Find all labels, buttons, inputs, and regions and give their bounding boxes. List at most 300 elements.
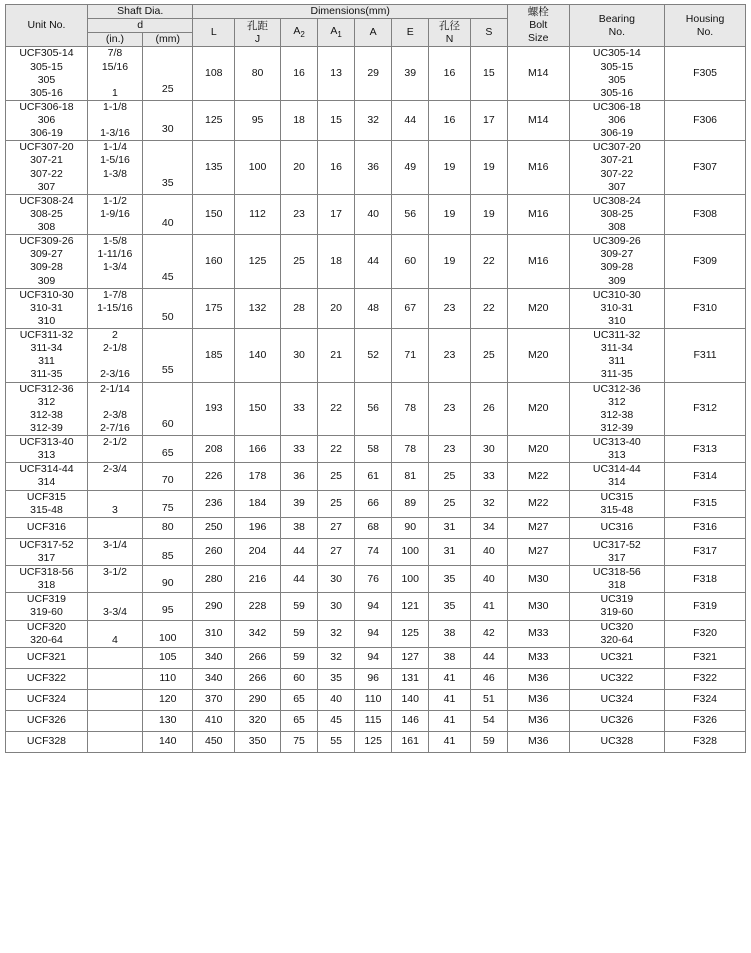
shaft-dia-inch-line: 3-3/4 (102, 606, 127, 619)
bearing-no-line: UC318-56 (592, 566, 641, 578)
cell-bolt-size: M30 (507, 566, 569, 593)
cell-shaft-dia-mm: 50 (142, 288, 193, 328)
cell-j: 196 (235, 517, 281, 538)
shaft-dia-inch-line (88, 672, 142, 685)
cell-n: 19 (429, 141, 471, 195)
cell-a2: 25 (281, 235, 318, 289)
cell-a1: 25 (318, 490, 355, 517)
cell-shaft-dia-inch (87, 538, 142, 565)
col-header-j (235, 19, 281, 47)
cell-bearing-no (569, 141, 664, 195)
cell-n: 41 (429, 689, 471, 710)
cell-a: 61 (355, 463, 392, 490)
cell-j: 95 (235, 100, 281, 140)
bearing-no-line: UC322 (600, 672, 634, 685)
cell-s: 51 (470, 689, 507, 710)
cell-a: 29 (355, 47, 392, 101)
unit-no-line: UCF324 (26, 693, 67, 706)
cell-a2: 33 (281, 382, 318, 436)
cell-s: 15 (470, 47, 507, 101)
cell-s: 32 (470, 490, 507, 517)
bearing-no-line: 313 (608, 449, 626, 462)
cell-a: 66 (355, 490, 392, 517)
cell-n: 16 (429, 100, 471, 140)
cell-a2: 65 (281, 710, 318, 731)
bearing-no-line: 305 (608, 73, 626, 86)
cell-j: 350 (235, 731, 281, 752)
col-header-housing-no (665, 5, 746, 47)
cell-a1: 55 (318, 731, 355, 752)
cell-j: 100 (235, 141, 281, 195)
cell-shaft-dia-inch (87, 710, 142, 731)
shaft-dia-inch-line: 2-7/16 (100, 421, 130, 434)
cell-bearing-no (569, 194, 664, 234)
cell-s: 17 (470, 100, 507, 140)
table-row (6, 731, 746, 752)
cell-l: 208 (193, 436, 235, 463)
cell-a: 94 (355, 647, 392, 668)
unit-no-line: UCF321 (26, 651, 67, 664)
cell-a: 56 (355, 382, 392, 436)
cell-s: 22 (470, 288, 507, 328)
cell-a: 76 (355, 566, 392, 593)
unit-no-line: UCF317-52 (19, 538, 74, 551)
cell-j: 140 (235, 329, 281, 383)
table-row (6, 538, 746, 565)
shaft-dia-inch-line (88, 221, 142, 234)
cell-e: 56 (392, 194, 429, 234)
shaft-dia-inch-line: 2-3/8 (102, 408, 127, 421)
bearing-no-line: 311-34 (600, 342, 633, 355)
cell-bolt-size: M30 (507, 593, 569, 620)
cell-shaft-dia-inch (87, 47, 142, 101)
cell-shaft-dia-inch (87, 288, 142, 328)
cell-j: 80 (235, 47, 281, 101)
cell-s: 40 (470, 566, 507, 593)
cell-a1: 22 (318, 436, 355, 463)
cell-l: 185 (193, 329, 235, 383)
cell-j: 266 (235, 668, 281, 689)
cell-unit-no (6, 593, 88, 620)
cell-unit-no (6, 689, 88, 710)
unit-no-line: UCF315 (26, 490, 67, 503)
cell-unit-no (6, 490, 88, 517)
bearing-no-line: UC309-26 (592, 235, 641, 248)
shaft-dia-inch-line: 1-1/4 (102, 141, 127, 154)
unit-no-line: 319-60 (30, 606, 63, 619)
shaft-dia-inch-line (88, 552, 142, 565)
cell-j: 178 (235, 463, 281, 490)
shaft-dia-inch-line: 1-15/16 (97, 301, 133, 314)
bearing-no-line: 315-48 (600, 503, 634, 516)
shaft-dia-inch-line (88, 693, 142, 706)
cell-e: 89 (392, 490, 429, 517)
cell-e: 78 (392, 436, 429, 463)
unit-no-line: 310-31 (30, 301, 63, 314)
cell-a1: 15 (318, 100, 355, 140)
bearing-no-line: 312-39 (600, 421, 634, 434)
cell-bolt-size: M20 (507, 436, 569, 463)
cell-bearing-no (569, 647, 664, 668)
cell-unit-no (6, 382, 88, 436)
bearing-no-line: 305-16 (600, 86, 634, 99)
cell-a1: 45 (318, 710, 355, 731)
cell-j: 342 (235, 620, 281, 647)
unit-no-line: 305 (37, 73, 56, 86)
cell-shaft-dia-mm: 130 (142, 710, 193, 731)
cell-bolt-size: M27 (507, 538, 569, 565)
cell-n: 31 (429, 538, 471, 565)
cell-bearing-no (569, 100, 664, 140)
cell-unit-no (6, 538, 88, 565)
cell-a2: 33 (281, 436, 318, 463)
cell-shaft-dia-mm: 65 (142, 436, 193, 463)
bearing-no-line: UC314-44 (592, 463, 641, 476)
table-row (6, 620, 746, 647)
unit-no-line: 308 (37, 221, 56, 233)
shaft-dia-inch-line: 2-3/4 (102, 463, 127, 476)
bearing-no-line: UC319 (600, 593, 634, 606)
cell-a2: 36 (281, 463, 318, 490)
cell-bearing-no (569, 731, 664, 752)
cell-l: 125 (193, 100, 235, 140)
cell-l: 160 (193, 235, 235, 289)
cell-bolt-size: M20 (507, 329, 569, 383)
cell-unit-no (6, 463, 88, 490)
cell-unit-no (6, 141, 88, 195)
cell-e: 100 (392, 538, 429, 565)
shaft-dia-inch-line (88, 579, 142, 592)
shaft-dia-inch-line: 1-5/16 (100, 154, 130, 167)
bearing-no-line: 308-25 (600, 207, 634, 220)
cell-a1: 32 (318, 647, 355, 668)
bearing-no-line: UC328 (600, 735, 634, 748)
cell-l: 150 (193, 194, 235, 234)
cell-j: 290 (235, 689, 281, 710)
bearing-no-line: UC310-30 (592, 288, 641, 301)
cell-unit-no (6, 235, 88, 289)
cell-l: 340 (193, 668, 235, 689)
unit-no-line: 320-64 (30, 633, 63, 646)
n-label-en: N (445, 32, 454, 45)
cell-a1: 18 (318, 235, 355, 289)
cell-shaft-dia-mm: 80 (142, 517, 193, 538)
cell-shaft-dia-mm: 40 (142, 194, 193, 234)
cell-housing-no: F328 (665, 731, 746, 752)
cell-bearing-no (569, 235, 664, 289)
unit-no-line: UCF326 (26, 714, 67, 727)
cell-j: 132 (235, 288, 281, 328)
cell-shaft-dia-inch (87, 593, 142, 620)
cell-l: 108 (193, 47, 235, 101)
cell-bearing-no (569, 593, 664, 620)
unit-no-line: 313 (37, 449, 56, 462)
j-label-en: J (254, 32, 261, 45)
cell-shaft-dia-inch (87, 141, 142, 195)
cell-e: 71 (392, 329, 429, 383)
cell-j: 125 (235, 235, 281, 289)
cell-s: 33 (470, 463, 507, 490)
cell-a1: 13 (318, 47, 355, 101)
cell-bolt-size: M36 (507, 710, 569, 731)
cell-a: 44 (355, 235, 392, 289)
unit-no-line: 309-27 (30, 248, 63, 261)
table-row (6, 593, 746, 620)
unit-no-line: UCF318-56 (19, 566, 74, 578)
cell-shaft-dia-mm: 55 (142, 329, 193, 383)
cell-bolt-size: M27 (507, 517, 569, 538)
cell-l: 450 (193, 731, 235, 752)
cell-a2: 30 (281, 329, 318, 383)
table-row (6, 288, 746, 328)
bearing-no-line: UC321 (600, 651, 634, 664)
cell-j: 112 (235, 194, 281, 234)
cell-a1: 16 (318, 141, 355, 195)
cell-a1: 30 (318, 566, 355, 593)
cell-n: 19 (429, 235, 471, 289)
cell-housing-no: F326 (665, 710, 746, 731)
cell-n: 16 (429, 47, 471, 101)
bearing-no-line: 307-21 (600, 154, 634, 167)
shaft-dia-inch-line: 2 (112, 329, 118, 341)
cell-shaft-dia-mm: 90 (142, 566, 193, 593)
cell-a: 94 (355, 620, 392, 647)
cell-j: 150 (235, 382, 281, 436)
col-header-e: E (392, 19, 429, 47)
cell-a2: 44 (281, 538, 318, 565)
shaft-dia-inch-line: 1-1/2 (102, 194, 127, 207)
shaft-dia-inch-line (88, 593, 142, 606)
bolt-size-line-3: Size (528, 32, 549, 45)
cell-bolt-size: M20 (507, 288, 569, 328)
cell-a: 48 (355, 288, 392, 328)
cell-a2: 38 (281, 517, 318, 538)
cell-bolt-size: M20 (507, 382, 569, 436)
cell-n: 35 (429, 566, 471, 593)
col-header-shaft-dia: Shaft Dia. (87, 5, 193, 19)
shaft-dia-inch-line (88, 396, 142, 409)
cell-l: 340 (193, 647, 235, 668)
cell-n: 35 (429, 593, 471, 620)
cell-a2: 65 (281, 689, 318, 710)
table-header (6, 5, 746, 47)
table-row (6, 141, 746, 195)
bearing-no-line: 314 (608, 476, 626, 489)
cell-shaft-dia-inch (87, 235, 142, 289)
cell-a: 36 (355, 141, 392, 195)
cell-n: 25 (429, 490, 471, 517)
cell-bearing-no (569, 288, 664, 328)
col-header-n (429, 19, 471, 47)
shaft-dia-inch-line (88, 621, 142, 634)
table-row (6, 194, 746, 234)
cell-a: 96 (355, 668, 392, 689)
shaft-dia-inch-line: 4 (112, 633, 118, 646)
cell-j: 320 (235, 710, 281, 731)
cell-shaft-dia-inch (87, 490, 142, 517)
housing-no-line-2: No. (696, 25, 714, 38)
cell-s: 54 (470, 710, 507, 731)
cell-shaft-dia-mm: 70 (142, 463, 193, 490)
cell-e: 146 (392, 710, 429, 731)
bearing-no-line: 312 (608, 395, 626, 408)
table-row (6, 490, 746, 517)
cell-s: 34 (470, 517, 507, 538)
table-row (6, 329, 746, 383)
bolt-size-line-2: Bolt (529, 19, 548, 32)
cell-bearing-no (569, 710, 664, 731)
shaft-dia-inch-line (88, 114, 142, 127)
cell-j: 184 (235, 490, 281, 517)
cell-shaft-dia-inch (87, 731, 142, 752)
cell-s: 46 (470, 668, 507, 689)
cell-a2: 59 (281, 647, 318, 668)
table-row (6, 382, 746, 436)
unit-no-line: 315-48 (30, 503, 63, 516)
cell-bolt-size: M36 (507, 731, 569, 752)
col-header-shaft-in: (in.) (87, 33, 142, 47)
unit-no-line: 312 (37, 395, 56, 408)
cell-a2: 60 (281, 668, 318, 689)
cell-shaft-dia-mm: 100 (142, 620, 193, 647)
header-row-1 (6, 5, 746, 19)
cell-a2: 75 (281, 731, 318, 752)
table-body (6, 47, 746, 752)
cell-bolt-size: M33 (507, 647, 569, 668)
unit-no-line: UCF309-26 (19, 235, 74, 248)
cell-e: 131 (392, 668, 429, 689)
cell-bolt-size: M16 (507, 141, 569, 195)
cell-n: 41 (429, 668, 471, 689)
col-header-bolt-size (507, 5, 569, 47)
cell-l: 226 (193, 463, 235, 490)
unit-no-line: 307-22 (30, 167, 63, 180)
cell-n: 41 (429, 731, 471, 752)
unit-no-line: 306-19 (30, 127, 63, 140)
cell-e: 39 (392, 47, 429, 101)
cell-housing-no: F319 (665, 593, 746, 620)
table-row (6, 517, 746, 538)
bearing-no-line: UC326 (600, 714, 634, 727)
cell-shaft-dia-inch (87, 620, 142, 647)
cell-n: 23 (429, 288, 471, 328)
unit-no-line: 311-35 (30, 368, 63, 381)
unit-no-line: UCF316 (26, 521, 67, 534)
cell-bolt-size: M36 (507, 668, 569, 689)
cell-unit-no (6, 194, 88, 234)
unit-no-line: 305-16 (30, 86, 63, 99)
cell-bearing-no (569, 668, 664, 689)
bearing-no-line: 311 (608, 355, 626, 368)
cell-shaft-dia-mm: 105 (142, 647, 193, 668)
table-row (6, 689, 746, 710)
bearing-no-line: UC317-52 (592, 538, 641, 551)
cell-a2: 39 (281, 490, 318, 517)
table-row (6, 463, 746, 490)
bearing-no-line: 308 (608, 221, 626, 233)
cell-shaft-dia-mm: 95 (142, 593, 193, 620)
cell-housing-no: F316 (665, 517, 746, 538)
unit-no-line: UCF313-40 (19, 436, 74, 448)
col-header-l: L (193, 19, 235, 47)
cell-e: 67 (392, 288, 429, 328)
cell-bolt-size: M14 (507, 47, 569, 101)
table-row (6, 47, 746, 101)
shaft-dia-inch-line (88, 476, 142, 489)
cell-shaft-dia-mm: 140 (142, 731, 193, 752)
cell-housing-no: F318 (665, 566, 746, 593)
shaft-dia-inch-line: 1-7/8 (102, 288, 127, 301)
cell-bearing-no (569, 517, 664, 538)
unit-no-line: 307-21 (30, 154, 63, 167)
col-header-shaft-mm: (mm) (142, 33, 193, 47)
cell-e: 78 (392, 382, 429, 436)
cell-housing-no: F312 (665, 382, 746, 436)
cell-shaft-dia-mm: 120 (142, 689, 193, 710)
unit-no-line: UCF320 (26, 620, 67, 633)
cell-a: 68 (355, 517, 392, 538)
cell-e: 127 (392, 647, 429, 668)
table-row (6, 647, 746, 668)
col-header-bearing-no (569, 5, 664, 47)
unit-no-line: 309 (37, 274, 56, 287)
cell-housing-no: F324 (665, 689, 746, 710)
a1-base: A (330, 25, 338, 38)
cell-unit-no (6, 100, 88, 140)
cell-shaft-dia-inch (87, 647, 142, 668)
col-header-shaft-d: d (87, 19, 193, 33)
cell-e: 60 (392, 235, 429, 289)
unit-no-line: 305-15 (30, 60, 63, 73)
cell-s: 22 (470, 235, 507, 289)
cell-n: 23 (429, 436, 471, 463)
cell-housing-no: F309 (665, 235, 746, 289)
unit-no-line: UCF306-18 (19, 100, 74, 113)
cell-bolt-size: M36 (507, 689, 569, 710)
cell-a2: 44 (281, 566, 318, 593)
cell-unit-no (6, 329, 88, 383)
cell-shaft-dia-inch (87, 194, 142, 234)
bearing-no-line: UC311-32 (593, 329, 641, 341)
cell-a1: 22 (318, 382, 355, 436)
cell-n: 41 (429, 710, 471, 731)
bearing-no-line: UC324 (600, 693, 634, 706)
shaft-dia-inch-line (88, 275, 142, 288)
cell-housing-no: F307 (665, 141, 746, 195)
cell-l: 135 (193, 141, 235, 195)
cell-e: 140 (392, 689, 429, 710)
cell-unit-no (6, 668, 88, 689)
shaft-dia-inch-line (88, 315, 142, 328)
shaft-dia-inch-line: 2-1/14 (100, 382, 130, 395)
cell-n: 19 (429, 194, 471, 234)
shaft-dia-inch-line: 1-3/8 (102, 167, 127, 180)
cell-shaft-dia-inch (87, 517, 142, 538)
shaft-dia-inch-line: 7/8 (107, 47, 123, 60)
cell-bearing-no (569, 47, 664, 101)
shaft-dia-inch-line: 1 (112, 86, 118, 99)
cell-a: 125 (355, 731, 392, 752)
cell-a1: 30 (318, 593, 355, 620)
cell-shaft-dia-inch (87, 689, 142, 710)
unit-no-line: UCF322 (26, 672, 67, 685)
bearing-no-line: 318 (608, 579, 626, 592)
cell-bearing-no (569, 689, 664, 710)
cell-s: 26 (470, 382, 507, 436)
cell-s: 19 (470, 194, 507, 234)
cell-shaft-dia-mm: 25 (142, 47, 193, 101)
shaft-dia-inch-line (88, 355, 142, 368)
